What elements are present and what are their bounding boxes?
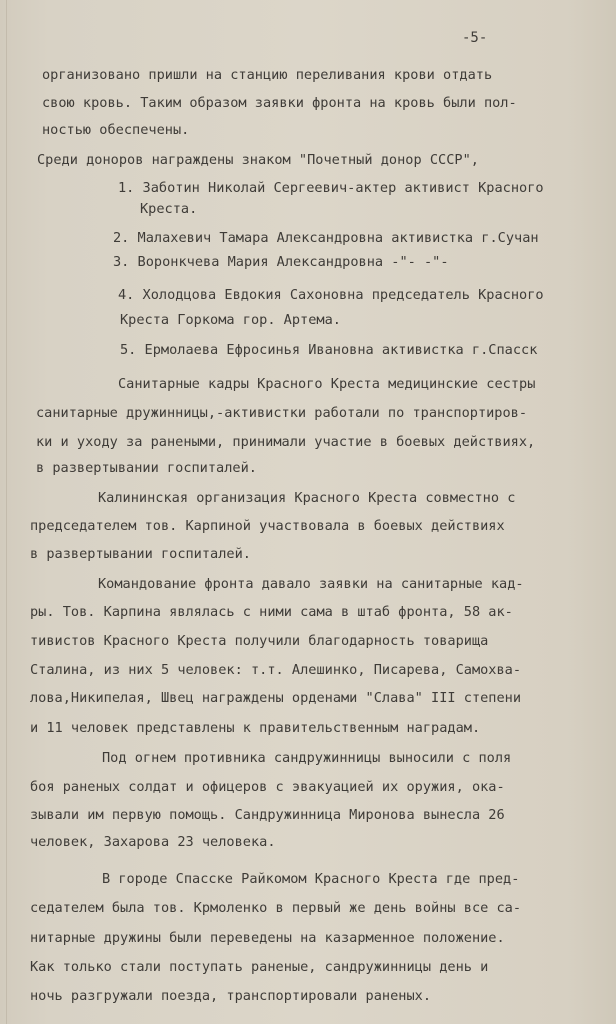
list-item: 4. Холодцова Евдокия Сахоновна председатель Красного [118,287,544,303]
text-line: председателем тов. Карпиной участвовала в боевых действиях [30,518,505,534]
text-line: зывали им первую помощь. Сандружинница Миронова вынесла 26 [30,807,505,823]
text-line: ки и уходу за ранеными, принимали участие в боевых действиях, [36,434,536,450]
list-item: 3. Воронкчева Мария Александровна -"- -"- [113,254,449,270]
page-edge-shadow [6,0,7,1024]
text-line: Санитарные кадры Красного Креста медицинские сестры [118,376,536,392]
text-line: санитарные дружинницы,-активистки работали по транспортиров- [36,405,528,421]
text-line: человек, Захарова 23 человека. [30,834,276,850]
list-item: 2. Малахевич Тамара Александровна активистка г.Сучан [113,230,539,246]
page-number: -5- [462,30,488,46]
text-line: Командование фронта давало заявки на санитарные кад- [98,576,524,592]
list-item: 1. Заботин Николай Сергеевич-актер активист Красного [118,180,544,196]
text-line: боя раненых солдат и офицеров с эвакуацией их оружия, ока- [30,779,505,795]
text-line: Сталина, из них 5 человек: т.т. Алешинко, Писарева, Самохва- [30,662,522,678]
text-line: в развертывании госпиталей. [30,546,251,562]
text-line: свою кровь. Таким образом заявки фронта на кровь были пол- [42,95,517,111]
text-line: лова,Никипелая, Швец награждены орденами "Слава" III степени [30,690,522,706]
list-item-continuation: Креста. [140,201,198,217]
text-line: ностью обеспечены. [42,122,190,138]
text-line: Среди доноров награждены знаком "Почетный донор СССР", [37,152,479,168]
text-line: и 11 человек представлены к правительственным наградам. [30,720,481,736]
text-line: Калининская организация Красного Креста совместно с [98,490,516,506]
text-line: ры. Тов. Карпина являлась с ними сама в штаб фронта, 58 ак- [30,604,513,620]
text-line: Под огнем противника сандружинницы выносили с поля [102,750,512,766]
text-line: тивистов Красного Креста получили благодарность товарища [30,633,489,649]
list-item-continuation: Креста Горкома гор. Артема. [120,312,341,328]
text-line: Как только стали поступать раненые, сандружинницы день и [30,959,489,975]
text-line: В городе Спасске Райкомом Красного Креста где пред- [102,871,520,887]
text-line: нитарные дружины были переведены на казарменное положение. [30,930,505,946]
text-line: организовано пришли на станцию переливания крови отдать [42,67,493,83]
text-line: ночь разгружали поезда, транспортировали раненых. [30,988,432,1004]
text-line: в развертывании госпиталей. [36,460,257,476]
text-line: седателем была тов. Крмоленко в первый же день войны все са- [30,900,522,916]
list-item: 5. Ермолаева Ефросинья Ивановна активистка г.Спасск [120,342,538,358]
